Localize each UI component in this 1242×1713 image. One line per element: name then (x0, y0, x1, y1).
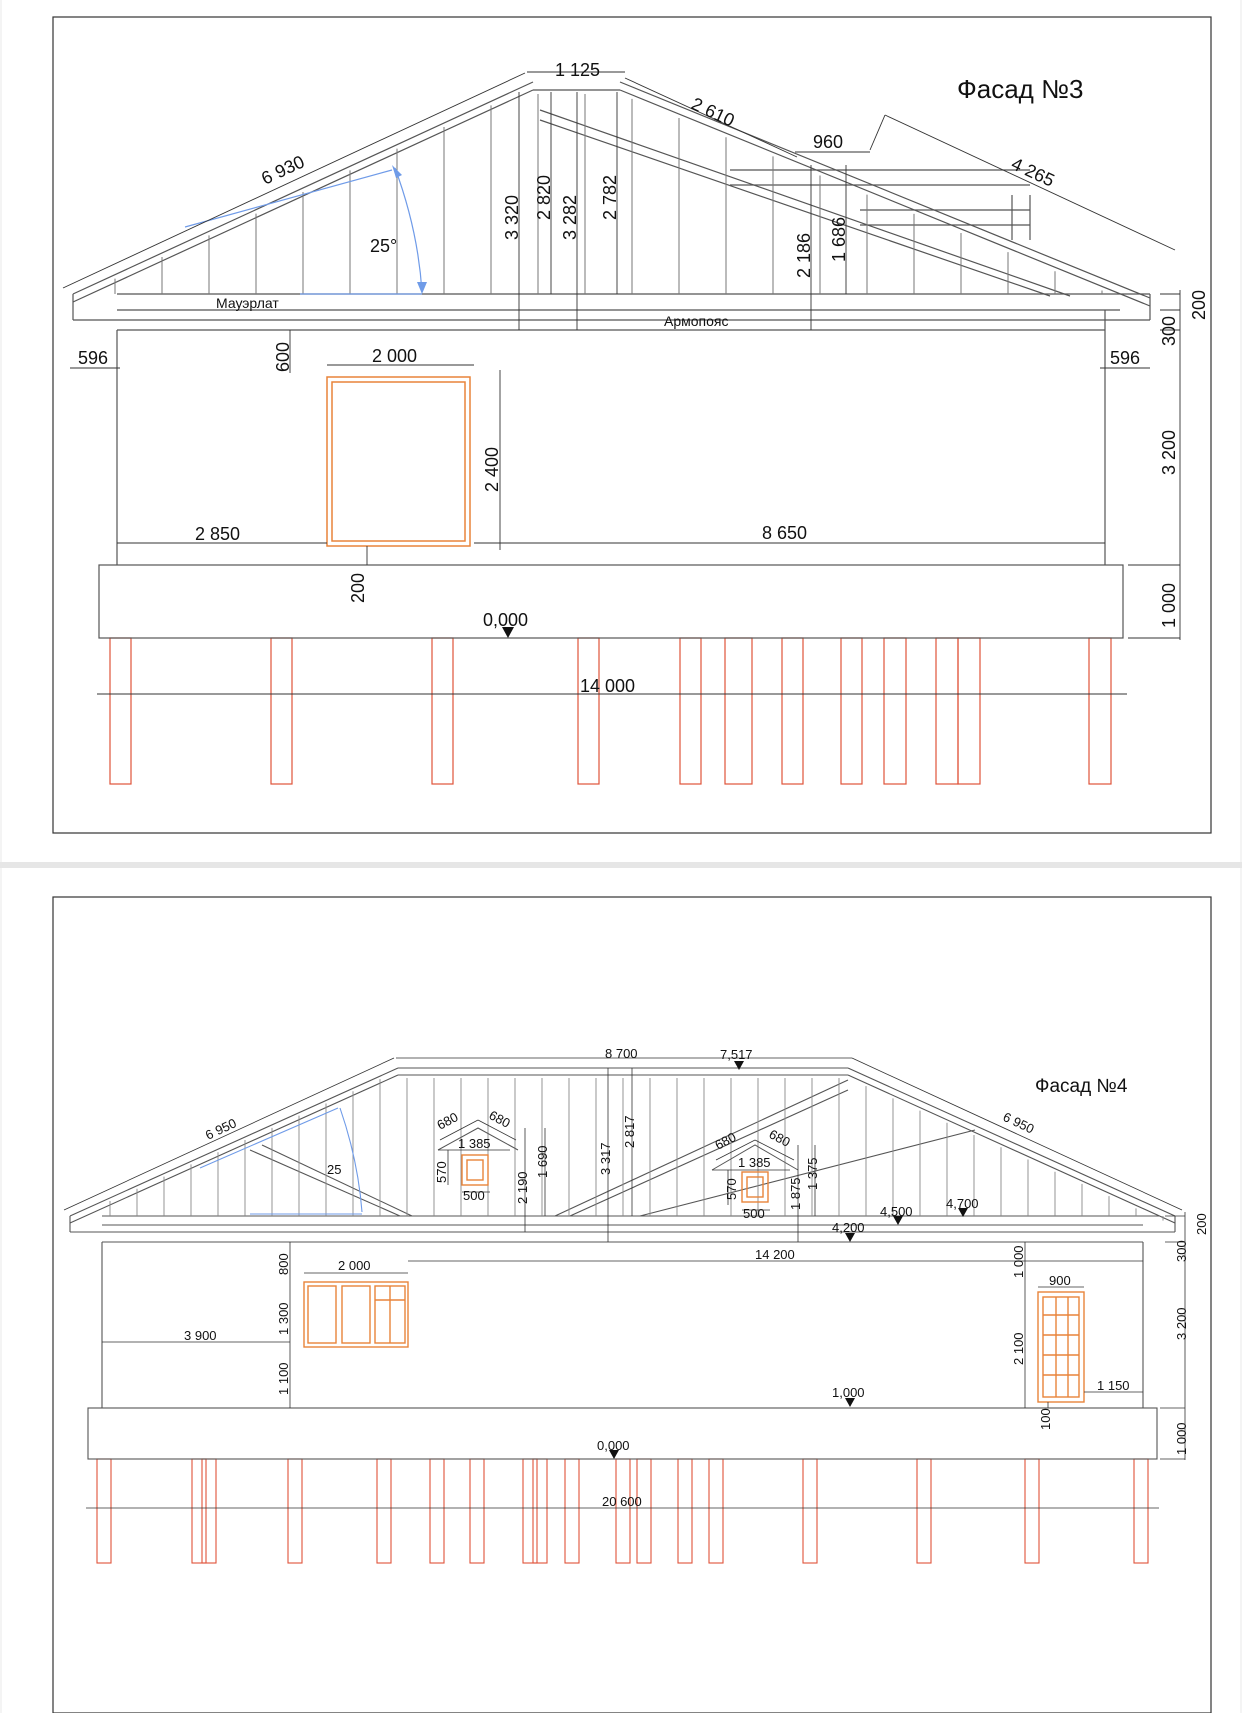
dim-h1: 3 320 (502, 194, 522, 240)
dim-right-1000: 1 000 (1159, 582, 1179, 628)
dim4-rafter-right: 6 950 (1000, 1109, 1037, 1137)
dim4-500a: 500 (463, 1188, 485, 1203)
facade-4-walls (70, 1216, 1175, 1459)
dim4-680b: 680 (486, 1107, 513, 1131)
level-zero-label: 0,000 (483, 610, 529, 630)
facade-3-walls (73, 294, 1150, 638)
dim4-right-200: 200 (1194, 1213, 1209, 1235)
dim-right-200: 200 (1189, 289, 1209, 320)
facade-4-piles (97, 1459, 1148, 1563)
dim4-100: 100 (1038, 1408, 1053, 1430)
dim4-3900: 3 900 (184, 1328, 217, 1343)
dim4-500b: 500 (743, 1206, 765, 1221)
dim4-1385b: 1 385 (738, 1155, 771, 1170)
dim4-1000a: 1 000 (1011, 1245, 1026, 1278)
dim4-680d: 680 (766, 1126, 793, 1150)
dim-step: 960 (813, 132, 844, 152)
level-zero-label-4: 0,000 (597, 1438, 630, 1453)
facade-3-drawing (53, 17, 1211, 833)
dim-right-3200: 3 200 (1159, 429, 1179, 475)
dim4-680c: 680 (712, 1129, 739, 1153)
facade-4-door (1038, 1292, 1084, 1402)
dim4-right-1000: 1 000 (1174, 1422, 1189, 1455)
level-4200-label: 4,200 (832, 1220, 865, 1235)
dim-sill: 200 (348, 572, 368, 603)
dim4-1150: 1 150 (1097, 1378, 1130, 1393)
level-4700-label: 4,700 (946, 1196, 979, 1211)
level-one-label: 1,000 (832, 1385, 865, 1400)
facade-4-title: Фасад №4 (1035, 1076, 1128, 1097)
armopoyas-label: Армопояс (664, 313, 729, 329)
dim-h6: 1 686 (829, 216, 849, 262)
facade-4-roof (70, 1068, 1175, 1232)
dim4-570a: 570 (434, 1161, 449, 1183)
level-4500-label: 4,500 (880, 1204, 913, 1219)
dim4-ridge: 8 700 (605, 1046, 638, 1061)
dim4-1875: 1 875 (788, 1177, 803, 1210)
facade-3-piles (110, 638, 1111, 784)
dim-left-width: 2 850 (195, 524, 241, 544)
dim4-2190: 2 190 (515, 1171, 530, 1204)
dim-wall-top: 600 (273, 341, 293, 372)
dim4-rafter-left: 6 950 (202, 1115, 239, 1143)
dim-right-width: 8 650 (762, 523, 808, 543)
angle-label: 25° (370, 236, 398, 256)
dim-h5: 2 186 (794, 232, 814, 278)
dim-rafter-left: 6 930 (258, 151, 308, 189)
dim-h2: 2 820 (534, 174, 554, 220)
dim4-900: 900 (1049, 1273, 1071, 1288)
dim4-1385a: 1 385 (458, 1136, 491, 1151)
dim4-right-3200: 3 200 (1174, 1307, 1189, 1340)
dim-eave-left: 596 (78, 348, 109, 368)
dim-total: 14 000 (580, 676, 636, 696)
dim4-1375: 1 375 (805, 1157, 820, 1190)
dim-rafter-mid: 2 610 (688, 93, 738, 131)
dim4-1100: 1 100 (276, 1362, 291, 1395)
dim4-800: 800 (276, 1253, 291, 1275)
dim4-14200: 14 200 (755, 1247, 795, 1262)
dim4-1300: 1 300 (276, 1302, 291, 1335)
facade-4-windows (304, 1155, 1084, 1402)
facade-3-foundation (99, 565, 1123, 638)
dim4-right-300: 300 (1174, 1240, 1189, 1262)
dim-ridge-top: 1 125 (555, 60, 601, 80)
dim-h3: 3 282 (560, 194, 580, 240)
dim4-ridge-level: 7,517 (720, 1047, 753, 1062)
dim4-2817: 2 817 (622, 1115, 637, 1148)
level-marker-icon (734, 1061, 744, 1070)
facade-3-title: Фасад №3 (957, 74, 1084, 104)
dim4-1690: 1 690 (535, 1145, 550, 1178)
dim-right-300: 300 (1159, 315, 1179, 346)
dim-rafter-right: 4 265 (1008, 153, 1058, 191)
facade-4-studs (110, 1078, 1163, 1221)
dim-h4: 2 782 (600, 174, 620, 220)
angle-label-4: 25 (327, 1162, 342, 1177)
dim-eave-right: 596 (1110, 348, 1141, 368)
dim-window-width: 2 000 (372, 346, 418, 366)
dim4-total: 20 600 (602, 1494, 642, 1509)
dim-window-height: 2 400 (482, 446, 502, 492)
dim4-680a: 680 (434, 1109, 461, 1133)
dim4-2100: 2 100 (1011, 1332, 1026, 1365)
dim4-2000: 2 000 (338, 1258, 371, 1273)
arrow-head-icon (417, 282, 427, 294)
facade-3-window (327, 377, 470, 546)
mauerlat-label: Мауэрлат (216, 295, 279, 311)
dim4-570b: 570 (724, 1178, 739, 1200)
dim4-3317: 3 317 (598, 1142, 613, 1175)
facade-4-drawing (53, 897, 1211, 1713)
